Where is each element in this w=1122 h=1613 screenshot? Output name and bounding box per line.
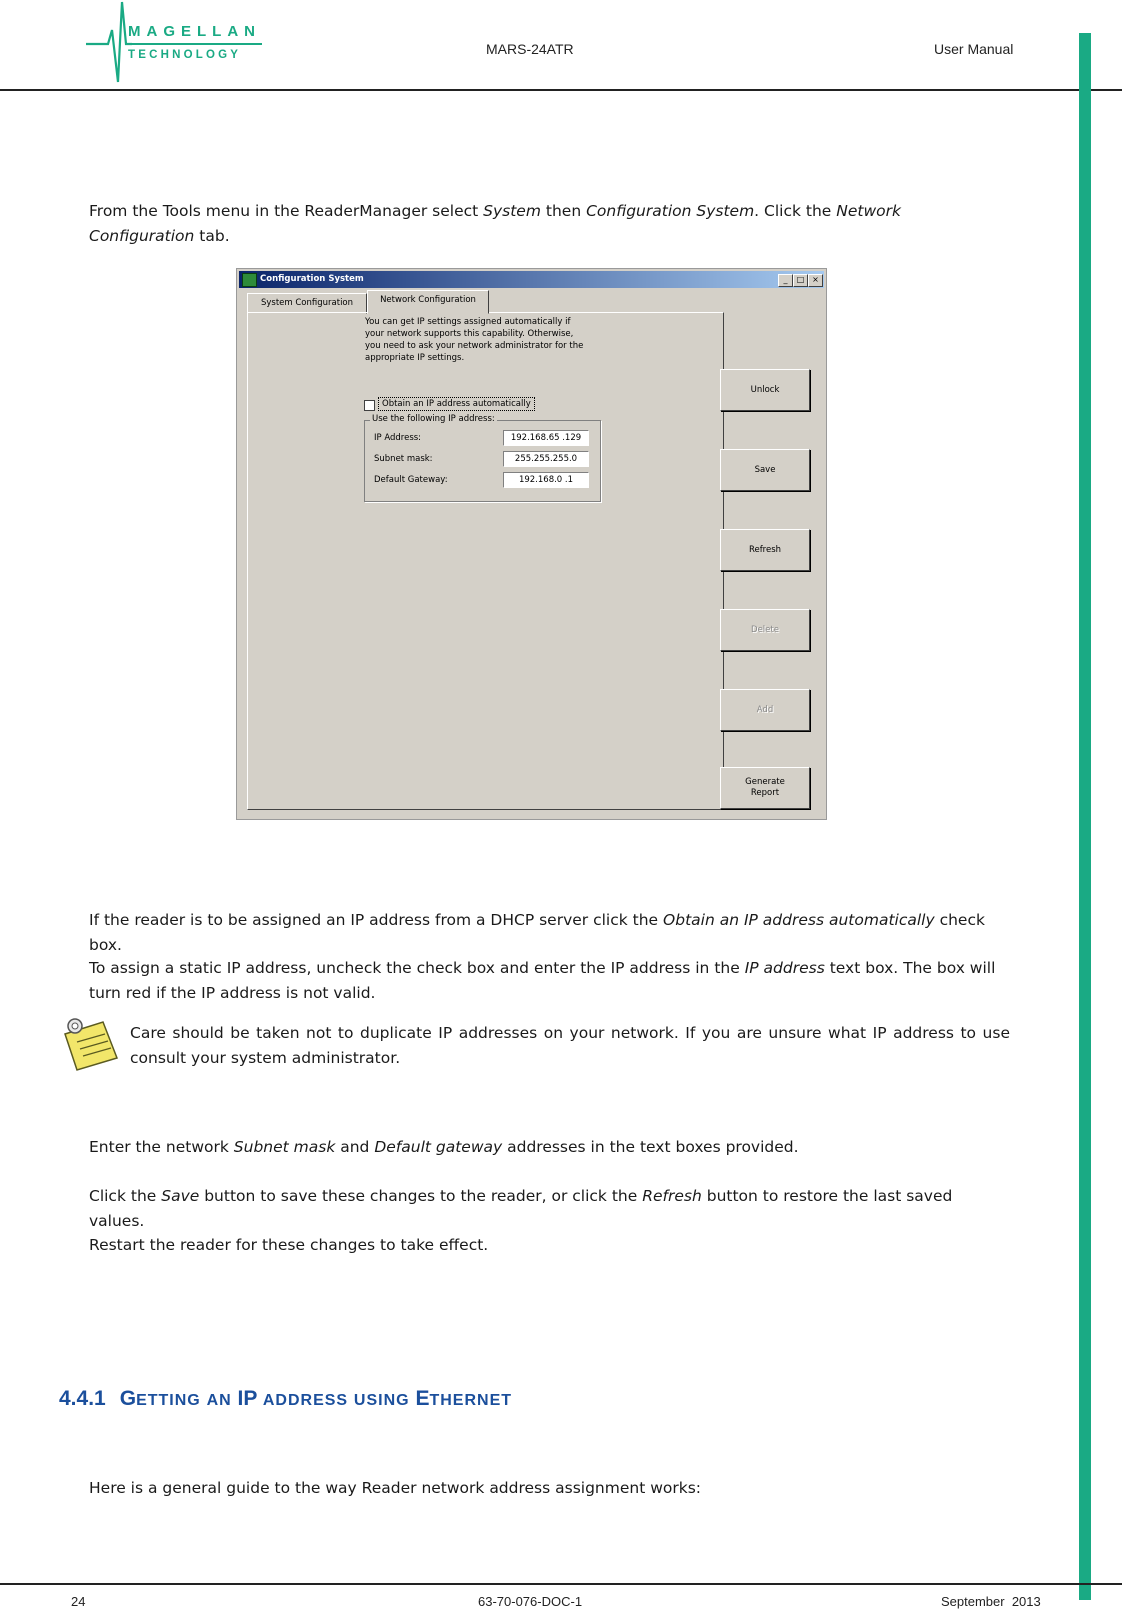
- subnet-mask-input[interactable]: 255.255.255.0: [503, 451, 589, 467]
- header-doc-type: User Manual: [934, 41, 1014, 57]
- accent-sidebar-bar: [1079, 33, 1091, 1600]
- magellan-logo: [86, 0, 276, 88]
- default-gateway-label: Default Gateway:: [374, 475, 448, 485]
- info-text-line: You can get IP settings assigned automatically if: [365, 317, 571, 327]
- save-button[interactable]: Save: [720, 449, 810, 491]
- dhcp-paragraph: If the reader is to be assigned an IP address from a DHCP server click the Obtain an IP address automatically check box.: [89, 911, 985, 954]
- footer-page-number: 24: [71, 1594, 86, 1609]
- note-text: Care should be taken not to duplicate IP addresses on your network. If you are unsure what IP address to use consult your system administrator.: [130, 1024, 1010, 1067]
- footer-rule: [0, 1583, 1122, 1585]
- restart-paragraph: Restart the reader for these changes to take effect.: [89, 1236, 489, 1254]
- info-text-line: appropriate IP settings.: [365, 353, 465, 363]
- logo-text-top: MAGELLAN: [128, 23, 261, 40]
- obtain-ip-checkbox-label[interactable]: Obtain an IP address automatically: [378, 397, 535, 411]
- logo-text-bottom: TECHNOLOGY: [128, 49, 242, 61]
- subnet-mask-label: Subnet mask:: [374, 454, 433, 464]
- app-icon: [242, 273, 257, 287]
- dialog-title: Configuration System: [260, 274, 364, 284]
- network-configuration-panel: [247, 312, 724, 810]
- configuration-system-screenshot: [236, 268, 827, 820]
- close-icon[interactable]: ×: [808, 274, 823, 287]
- footer-date: September 2013: [941, 1594, 1041, 1609]
- info-text-line: you need to ask your network administrator for the: [365, 341, 584, 351]
- minimize-icon[interactable]: _: [778, 274, 793, 287]
- default-gateway-input[interactable]: 192.168.0 .1: [503, 472, 589, 488]
- guide-paragraph: Here is a general guide to the way Reader network address assignment works:: [89, 1479, 702, 1497]
- footer-doc-number: 63-70-076-DOC-1: [478, 1594, 583, 1609]
- save-refresh-paragraph: Click the Save button to save these changes to the reader, or click the Refresh button to restore the last saved values.: [89, 1187, 953, 1230]
- section-heading: 4.4.1 GETTING AN IP ADDRESS USING ETHERNET: [59, 1387, 513, 1410]
- refresh-button[interactable]: Refresh: [720, 529, 810, 571]
- obtain-ip-checkbox[interactable]: [364, 400, 375, 411]
- unlock-button[interactable]: Unlock: [720, 369, 810, 411]
- generate-report-button[interactable]: Generate Report: [720, 767, 810, 809]
- ip-address-label: IP Address:: [374, 433, 422, 443]
- header-doc-model: MARS-24ATR: [486, 41, 574, 57]
- header-rule: [0, 89, 1122, 91]
- static-ip-group-title: Use the following IP address:: [372, 414, 495, 424]
- tab-system-configuration[interactable]: System Configuration: [247, 293, 367, 314]
- logo-pulse-mark: [86, 2, 132, 82]
- ip-address-input[interactable]: 192.168.65 .129: [503, 430, 589, 446]
- dialog-titlebar: [239, 271, 824, 288]
- maximize-icon[interactable]: □: [793, 274, 808, 287]
- note-pin-icon: [59, 1012, 121, 1074]
- delete-button[interactable]: Delete: [720, 609, 810, 651]
- subnet-gateway-paragraph: Enter the network Subnet mask and Default gateway addresses in the text boxes provided.: [89, 1138, 799, 1156]
- info-text-line: your network supports this capability. Otherwise,: [365, 329, 574, 339]
- add-button[interactable]: Add: [720, 689, 810, 731]
- tab-network-configuration[interactable]: Network Configuration: [367, 290, 489, 314]
- intro-paragraph: From the Tools menu in the ReaderManager select System then Configuration System. Click the Network Configuration tab.: [89, 202, 901, 245]
- static-ip-paragraph: To assign a static IP address, uncheck the check box and enter the IP address in the IP address text box. The box will turn red if the IP address is not valid.: [89, 959, 996, 1002]
